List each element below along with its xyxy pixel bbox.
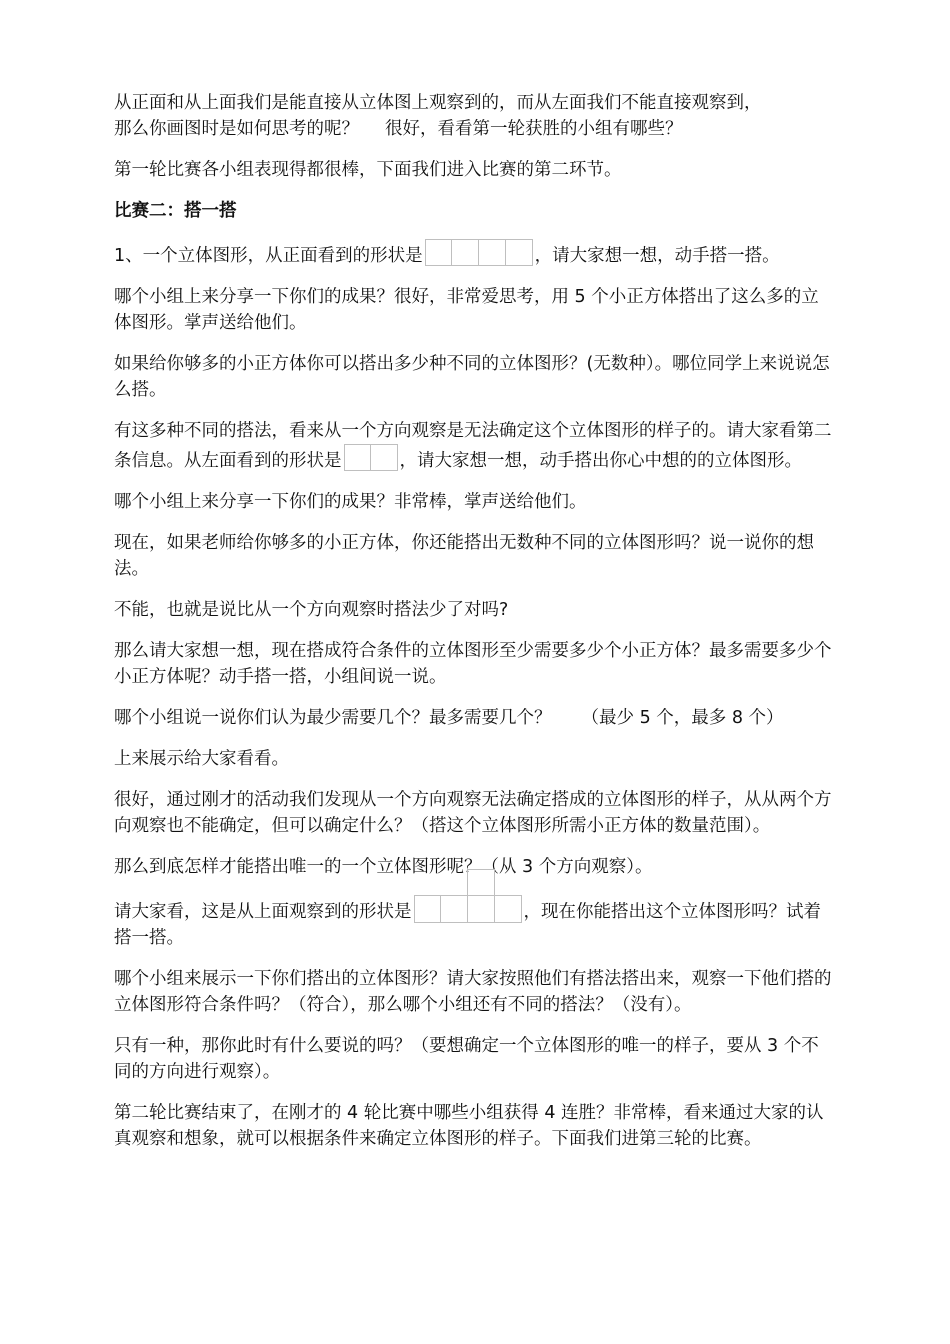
text-span: 请大家看，这是从上面观察到的形状是 — [114, 902, 412, 922]
paragraph-1 — [114, 90, 836, 142]
paragraph-16: 哪个小组来展示一下你们搭出的立体图形？请大家按照他们有搭法搭出来，观察一下他们搭的立体图形符合条件吗？（符合），那么哪个小组还有不同的搭法？（没有）。 — [114, 969, 832, 1015]
paragraph-8: 现在，如果老师给你够多的小正方体，你还能搭出无数种不同的立体图形吗？说一说你的想法。 — [114, 533, 814, 579]
document-page — [114, 90, 836, 1167]
left-view-shape-figure — [344, 444, 398, 472]
paragraph-6 — [114, 418, 836, 474]
paragraph-10: 那么请大家想一想，现在搭成符合条件的立体图形至少需要多少个小正方体？最多需要多少个小正方体呢？动手搭一搭，小组间说一说。 — [114, 641, 832, 687]
text-span: ，现在你能搭出这个立体图形吗？试着搭一搭。 — [114, 902, 821, 948]
section-heading: 比赛二：搭一搭 — [114, 201, 237, 221]
front-view-shape-figure — [425, 239, 533, 267]
top-view-shape-figure — [414, 895, 522, 923]
paragraph-9: 不能，也就是说比从一个方向观察时搭法少了对吗? — [114, 600, 509, 620]
paragraph-15 — [114, 895, 836, 951]
text-span: ，请大家想一想，动手搭一搭。 — [534, 246, 780, 266]
paragraph-2: 第一轮比赛各小组表现得都很棒，下面我们进入比赛的第二环节。 — [114, 160, 622, 180]
paragraph-13: 很好，通过刚才的活动我们发现从一个方向观察无法确定搭成的立体图形的样子，从从两个方向观察也不能确定，但可以确定什么？（搭这个立体图形所需小正方体的数量范围）。 — [114, 790, 832, 836]
paragraph-17: 只有一种，那你此时有什么要说的吗？（要想确定一个立体图形的唯一的样子，要从 3 个不同的方向进行观察）。 — [114, 1036, 819, 1082]
paragraph-7: 哪个小组上来分享一下你们的成果？非常棒，掌声送给他们。 — [114, 492, 587, 512]
paragraph-3 — [114, 239, 836, 269]
paragraph-14: 那么到底怎样才能搭出唯一的一个立体图形呢？（从 3 个方向观察）。 — [114, 857, 653, 877]
text-span: 哪个小组说一说你们认为最少需要几个？最多需要几个？ — [114, 708, 552, 728]
text-span: （最少 5 个，最多 8 个） — [581, 708, 784, 728]
text-span: 很好，看看第一轮获胜的小组有哪些？ — [385, 119, 683, 139]
text-span: 那么你画图时是如何思考的呢？ — [114, 119, 359, 139]
paragraph-5: 如果给你够多的小正方体你可以搭出多少种不同的立体图形？(无数种）。哪位同学上来说说怎么搭。 — [114, 354, 830, 400]
paragraph-11 — [114, 705, 836, 731]
text-span: 1、一个立体图形，从正面看到的形状是 — [114, 246, 423, 266]
paragraph-12: 上来展示给大家看看。 — [114, 749, 289, 769]
text-span: 从正面和从上面我们是能直接从立体图上观察到的，而从左面我们不能直接观察到， — [114, 93, 762, 113]
paragraph-4: 哪个小组上来分享一下你们的成果？很好，非常爱思考，用 5 个小正方体搭出了这么多的立体图形。掌声送给他们。 — [114, 287, 819, 333]
text-span: ，请大家想一想，动手搭出你心中想的的立体图形。 — [399, 451, 802, 471]
text-span: 有这多种不同的搭法，看来从一个方向观察是无法确定这个立体图形的样子的。请大家看第二条信息。从左面看到的形状是 — [114, 421, 832, 471]
paragraph-18: 第二轮比赛结束了，在刚才的 4 轮比赛中哪些小组获得 4 连胜？非常棒，看来通过大家的认真观察和想象，就可以根据条件来确定立体图形的样子。下面我们进第三轮的比赛。 — [114, 1103, 824, 1149]
